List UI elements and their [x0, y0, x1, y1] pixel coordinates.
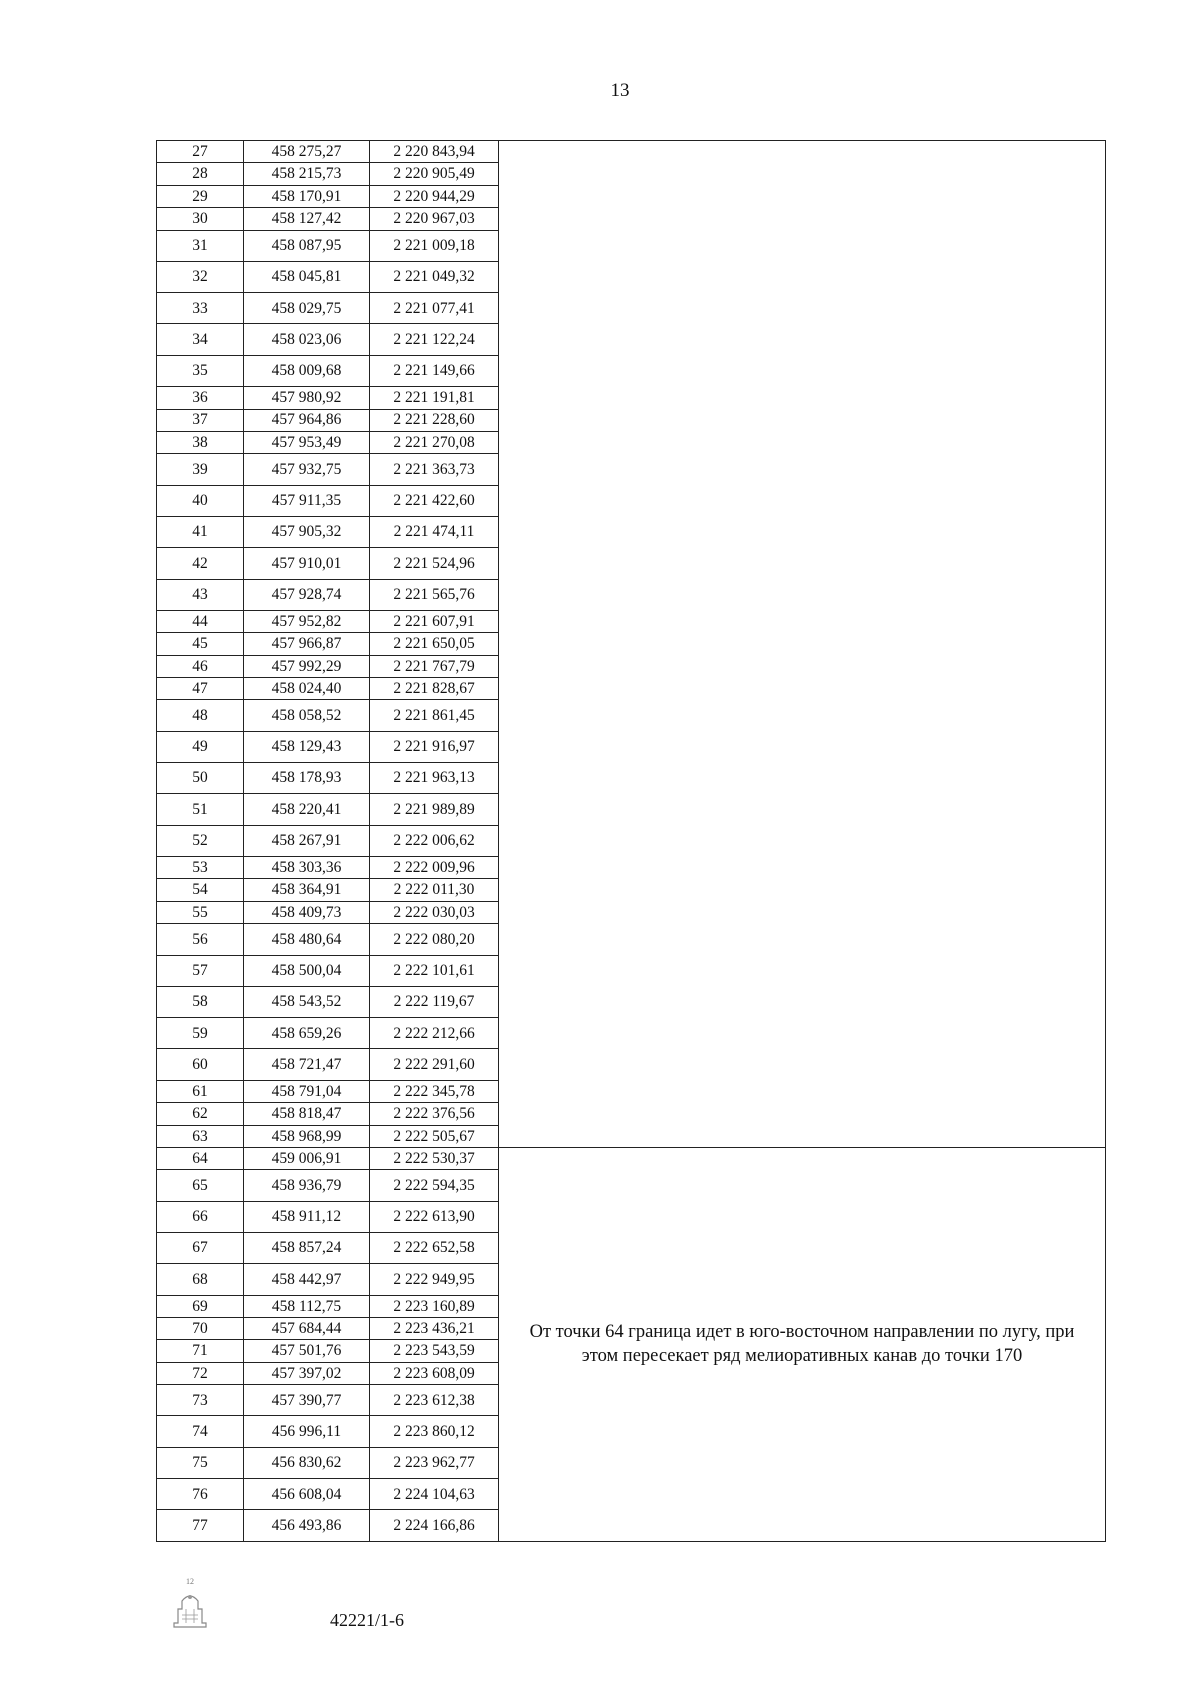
seal-emblem-icon — [168, 1575, 212, 1633]
point-number-cell: 45 — [157, 633, 244, 655]
x-coordinate-cell: 458 911,12 — [244, 1201, 370, 1232]
point-number-cell: 27 — [157, 141, 244, 163]
point-number-cell: 30 — [157, 208, 244, 230]
y-coordinate-cell: 2 224 166,86 — [370, 1510, 499, 1542]
point-number-cell: 75 — [157, 1447, 244, 1478]
point-number-cell: 50 — [157, 763, 244, 794]
point-number-cell: 63 — [157, 1125, 244, 1147]
x-coordinate-cell: 458 791,04 — [244, 1080, 370, 1102]
x-coordinate-cell: 457 501,76 — [244, 1340, 370, 1362]
point-number-cell: 46 — [157, 655, 244, 677]
y-coordinate-cell: 2 222 080,20 — [370, 924, 499, 955]
x-coordinate-cell: 458 023,06 — [244, 324, 370, 355]
y-coordinate-cell: 2 222 009,96 — [370, 857, 499, 879]
x-coordinate-cell: 458 500,04 — [244, 955, 370, 986]
y-coordinate-cell: 2 221 565,76 — [370, 579, 499, 610]
x-coordinate-cell: 458 129,43 — [244, 731, 370, 762]
y-coordinate-cell: 2 222 652,58 — [370, 1232, 499, 1263]
y-coordinate-cell: 2 221 363,73 — [370, 454, 499, 485]
y-coordinate-cell: 2 221 228,60 — [370, 409, 499, 431]
point-number-cell: 72 — [157, 1362, 244, 1384]
point-number-cell: 39 — [157, 454, 244, 485]
x-coordinate-cell: 456 608,04 — [244, 1479, 370, 1510]
x-coordinate-cell: 457 932,75 — [244, 454, 370, 485]
y-coordinate-cell: 2 221 422,60 — [370, 485, 499, 516]
point-number-cell: 54 — [157, 879, 244, 901]
x-coordinate-cell: 456 830,62 — [244, 1447, 370, 1478]
point-number-cell: 71 — [157, 1340, 244, 1362]
x-coordinate-cell: 458 215,73 — [244, 163, 370, 185]
point-number-cell: 67 — [157, 1232, 244, 1263]
point-number-cell: 32 — [157, 261, 244, 292]
x-coordinate-cell: 458 178,93 — [244, 763, 370, 794]
x-coordinate-cell: 458 009,68 — [244, 355, 370, 386]
point-number-cell: 53 — [157, 857, 244, 879]
y-coordinate-cell: 2 221 989,89 — [370, 794, 499, 825]
document-code: 42221/1-6 — [330, 1610, 404, 1630]
point-number-cell: 47 — [157, 678, 244, 700]
point-number-cell: 51 — [157, 794, 244, 825]
y-coordinate-cell: 2 223 860,12 — [370, 1416, 499, 1447]
point-number-cell: 64 — [157, 1147, 244, 1169]
y-coordinate-cell: 2 221 009,18 — [370, 230, 499, 261]
y-coordinate-cell: 2 221 861,45 — [370, 700, 499, 731]
y-coordinate-cell: 2 221 474,11 — [370, 516, 499, 547]
y-coordinate-cell: 2 222 345,78 — [370, 1080, 499, 1102]
y-coordinate-cell: 2 221 916,97 — [370, 731, 499, 762]
y-coordinate-cell: 2 223 160,89 — [370, 1295, 499, 1317]
table-row — [157, 141, 1106, 163]
point-number-cell: 37 — [157, 409, 244, 431]
x-coordinate-cell: 458 275,27 — [244, 141, 370, 163]
point-number-cell: 41 — [157, 516, 244, 547]
point-number-cell: 28 — [157, 163, 244, 185]
point-number-cell: 59 — [157, 1018, 244, 1049]
point-number-cell: 70 — [157, 1318, 244, 1340]
point-number-cell: 43 — [157, 579, 244, 610]
x-coordinate-cell: 458 087,95 — [244, 230, 370, 261]
x-coordinate-cell: 459 006,91 — [244, 1147, 370, 1169]
boundary-description-cell: От точки 64 граница идет в юго-восточном направлении по лугу, при этом пересекает ряд мелиоративных канав до точки 170 — [499, 1147, 1106, 1541]
y-coordinate-cell: 2 222 291,60 — [370, 1049, 499, 1080]
point-number-cell: 58 — [157, 986, 244, 1017]
x-coordinate-cell: 458 220,41 — [244, 794, 370, 825]
y-coordinate-cell: 2 221 650,05 — [370, 633, 499, 655]
y-coordinate-cell: 2 223 608,09 — [370, 1362, 499, 1384]
y-coordinate-cell: 2 222 030,03 — [370, 901, 499, 923]
x-coordinate-cell: 458 442,97 — [244, 1264, 370, 1295]
y-coordinate-cell: 2 222 949,95 — [370, 1264, 499, 1295]
x-coordinate-cell: 458 409,73 — [244, 901, 370, 923]
x-coordinate-cell: 457 966,87 — [244, 633, 370, 655]
x-coordinate-cell: 458 857,24 — [244, 1232, 370, 1263]
x-coordinate-cell: 457 910,01 — [244, 548, 370, 579]
x-coordinate-cell: 458 029,75 — [244, 293, 370, 324]
x-coordinate-cell: 457 980,92 — [244, 387, 370, 409]
point-number-cell: 49 — [157, 731, 244, 762]
x-coordinate-cell: 458 045,81 — [244, 261, 370, 292]
y-coordinate-cell: 2 223 543,59 — [370, 1340, 499, 1362]
x-coordinate-cell: 457 397,02 — [244, 1362, 370, 1384]
y-coordinate-cell: 2 222 505,67 — [370, 1125, 499, 1147]
point-number-cell: 76 — [157, 1479, 244, 1510]
y-coordinate-cell: 2 221 122,24 — [370, 324, 499, 355]
point-number-cell: 36 — [157, 387, 244, 409]
point-number-cell: 66 — [157, 1201, 244, 1232]
point-number-cell: 57 — [157, 955, 244, 986]
x-coordinate-cell: 457 992,29 — [244, 655, 370, 677]
x-coordinate-cell: 458 659,26 — [244, 1018, 370, 1049]
y-coordinate-cell: 2 221 767,79 — [370, 655, 499, 677]
y-coordinate-cell: 2 221 149,66 — [370, 355, 499, 386]
x-coordinate-cell: 457 684,44 — [244, 1318, 370, 1340]
coordinates-table-body — [157, 141, 1106, 1542]
x-coordinate-cell: 457 390,77 — [244, 1385, 370, 1416]
y-coordinate-cell: 2 221 607,91 — [370, 610, 499, 632]
svg-text:12: 12 — [186, 1577, 194, 1586]
x-coordinate-cell: 458 303,36 — [244, 857, 370, 879]
y-coordinate-cell: 2 220 905,49 — [370, 163, 499, 185]
x-coordinate-cell: 458 818,47 — [244, 1103, 370, 1125]
x-coordinate-cell: 457 953,49 — [244, 431, 370, 453]
y-coordinate-cell: 2 224 104,63 — [370, 1479, 499, 1510]
point-number-cell: 42 — [157, 548, 244, 579]
point-number-cell: 34 — [157, 324, 244, 355]
y-coordinate-cell: 2 220 967,03 — [370, 208, 499, 230]
x-coordinate-cell: 458 024,40 — [244, 678, 370, 700]
x-coordinate-cell: 457 964,86 — [244, 409, 370, 431]
point-number-cell: 44 — [157, 610, 244, 632]
x-coordinate-cell: 458 480,64 — [244, 924, 370, 955]
x-coordinate-cell: 456 493,86 — [244, 1510, 370, 1542]
y-coordinate-cell: 2 222 006,62 — [370, 825, 499, 856]
y-coordinate-cell: 2 220 944,29 — [370, 185, 499, 207]
x-coordinate-cell: 458 936,79 — [244, 1170, 370, 1201]
x-coordinate-cell: 458 170,91 — [244, 185, 370, 207]
y-coordinate-cell: 2 222 376,56 — [370, 1103, 499, 1125]
point-number-cell: 33 — [157, 293, 244, 324]
x-coordinate-cell: 458 127,42 — [244, 208, 370, 230]
x-coordinate-cell: 458 058,52 — [244, 700, 370, 731]
point-number-cell: 61 — [157, 1080, 244, 1102]
x-coordinate-cell: 457 911,35 — [244, 485, 370, 516]
point-number-cell: 69 — [157, 1295, 244, 1317]
x-coordinate-cell: 458 968,99 — [244, 1125, 370, 1147]
y-coordinate-cell: 2 223 612,38 — [370, 1385, 499, 1416]
y-coordinate-cell: 2 221 524,96 — [370, 548, 499, 579]
x-coordinate-cell: 458 543,52 — [244, 986, 370, 1017]
table-row — [157, 1147, 1106, 1169]
point-number-cell: 60 — [157, 1049, 244, 1080]
point-number-cell: 74 — [157, 1416, 244, 1447]
point-number-cell: 52 — [157, 825, 244, 856]
y-coordinate-cell: 2 221 963,13 — [370, 763, 499, 794]
point-number-cell: 62 — [157, 1103, 244, 1125]
point-number-cell: 38 — [157, 431, 244, 453]
x-coordinate-cell: 457 952,82 — [244, 610, 370, 632]
point-number-cell: 48 — [157, 700, 244, 731]
point-number-cell: 55 — [157, 901, 244, 923]
x-coordinate-cell: 458 267,91 — [244, 825, 370, 856]
y-coordinate-cell: 2 223 436,21 — [370, 1318, 499, 1340]
point-number-cell: 40 — [157, 485, 244, 516]
point-number-cell: 73 — [157, 1385, 244, 1416]
x-coordinate-cell: 457 928,74 — [244, 579, 370, 610]
point-number-cell: 29 — [157, 185, 244, 207]
y-coordinate-cell: 2 222 594,35 — [370, 1170, 499, 1201]
y-coordinate-cell: 2 222 212,66 — [370, 1018, 499, 1049]
point-number-cell: 65 — [157, 1170, 244, 1201]
y-coordinate-cell: 2 221 191,81 — [370, 387, 499, 409]
y-coordinate-cell: 2 223 962,77 — [370, 1447, 499, 1478]
x-coordinate-cell: 458 364,91 — [244, 879, 370, 901]
y-coordinate-cell: 2 221 077,41 — [370, 293, 499, 324]
x-coordinate-cell: 456 996,11 — [244, 1416, 370, 1447]
coordinates-table — [156, 140, 1106, 1542]
y-coordinate-cell: 2 222 613,90 — [370, 1201, 499, 1232]
y-coordinate-cell: 2 222 101,61 — [370, 955, 499, 986]
x-coordinate-cell: 458 721,47 — [244, 1049, 370, 1080]
x-coordinate-cell: 457 905,32 — [244, 516, 370, 547]
y-coordinate-cell: 2 222 011,30 — [370, 879, 499, 901]
point-number-cell: 56 — [157, 924, 244, 955]
x-coordinate-cell: 458 112,75 — [244, 1295, 370, 1317]
y-coordinate-cell: 2 222 530,37 — [370, 1147, 499, 1169]
y-coordinate-cell: 2 222 119,67 — [370, 986, 499, 1017]
description-cell-empty — [499, 141, 1106, 1148]
y-coordinate-cell: 2 221 828,67 — [370, 678, 499, 700]
point-number-cell: 77 — [157, 1510, 244, 1542]
point-number-cell: 68 — [157, 1264, 244, 1295]
point-number-cell: 31 — [157, 230, 244, 261]
point-number-cell: 35 — [157, 355, 244, 386]
y-coordinate-cell: 2 221 049,32 — [370, 261, 499, 292]
y-coordinate-cell: 2 220 843,94 — [370, 141, 499, 163]
page-number: 13 — [610, 80, 630, 101]
y-coordinate-cell: 2 221 270,08 — [370, 431, 499, 453]
